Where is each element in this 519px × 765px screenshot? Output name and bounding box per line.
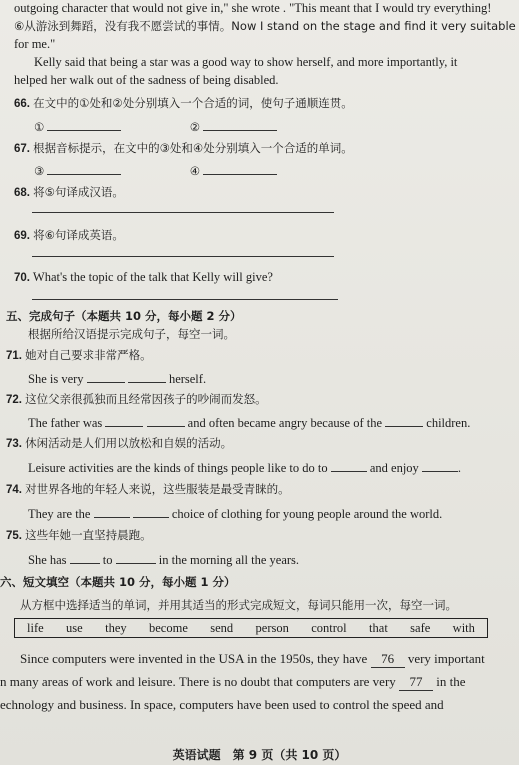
answer-line[interactable] — [32, 212, 334, 213]
sentence-part: . — [457, 461, 462, 475]
question-text: 休闲活动是人们用以放松和自娱的活动。 — [25, 436, 233, 450]
answer-blank[interactable] — [203, 118, 277, 131]
section-5-title: 五、完成句子（本题共 10 分，每小题 2 分） — [6, 309, 242, 323]
answer-blank[interactable] — [422, 459, 458, 472]
question-74 — [6, 481, 290, 498]
question-text: 这些年她一直坚持晨跑。 — [25, 528, 152, 542]
question-67-blanks — [34, 162, 277, 179]
passage-bottom-line-3: echnology and business. In space, computers have been used to control the speed and — [0, 697, 444, 712]
section-6-title: 六、短文填空（本题共 10 分，每小题 1 分） — [0, 575, 236, 589]
word-option: life — [27, 620, 44, 635]
passage-line-4: Kelly said that being a star was a good way to show herself, and more importantly, it — [34, 55, 458, 69]
word-option: with — [452, 620, 475, 635]
answer-line[interactable] — [32, 256, 334, 257]
question-75-sentence — [28, 551, 299, 568]
question-number: 71. — [6, 350, 22, 362]
question-text: 将⑥句译成英语。 — [33, 228, 124, 242]
blank-label: ① — [34, 120, 45, 134]
word-option: they — [105, 620, 127, 635]
sentence-part: very important — [407, 651, 485, 666]
answer-blank[interactable] — [47, 118, 121, 131]
question-number: 72. — [6, 394, 22, 406]
sentence-part: in the morning all the years. — [158, 553, 300, 567]
sentence-part: in the — [436, 674, 466, 689]
question-number: 67. — [14, 143, 30, 155]
passage-bottom-line-2 — [0, 674, 466, 691]
answer-blank[interactable] — [47, 162, 121, 175]
sentence-part: The father was — [28, 416, 103, 430]
answer-blank[interactable] — [128, 370, 166, 383]
question-text: 根据音标提示，在文中的③处和④处分别填入一个合适的单词。 — [33, 141, 353, 155]
sentence-part: n many areas of work and leisure. There is no doubt that computers are very — [0, 674, 396, 689]
question-73 — [6, 435, 232, 452]
section-6-instruction: 从方框中选择适当的单词，并用其适当的形式完成短文，每词只能用一次，每空一词。 — [20, 598, 457, 612]
answer-blank-77[interactable]: 77 — [399, 674, 433, 691]
question-66-blanks — [34, 118, 277, 135]
question-71 — [6, 347, 152, 364]
sentence-part: They are the — [28, 507, 91, 521]
passage-line-2 — [14, 18, 516, 34]
question-text: 这位父亲很孤独而且经常因孩子的吵闹而发怒。 — [25, 392, 267, 406]
passage-line-3: for me." — [14, 37, 56, 51]
word-option: send — [210, 620, 234, 635]
answer-blank[interactable] — [87, 370, 125, 383]
answer-blank[interactable] — [94, 505, 130, 518]
question-70 — [14, 269, 273, 286]
passage-bottom-line-1 — [20, 651, 485, 668]
sentence-part: children. — [426, 416, 471, 430]
question-text: 她对自己要求非常严格。 — [25, 348, 152, 362]
word-option: use — [66, 620, 83, 635]
sentence-part: to — [102, 553, 113, 567]
sentence-part: Since computers were invented in the USA in the 1950s, they have — [20, 651, 368, 666]
answer-blank[interactable] — [105, 414, 143, 427]
sentence-part: and enjoy — [369, 461, 419, 475]
question-text: 将⑤句译成汉语。 — [33, 185, 124, 199]
answer-blank[interactable] — [331, 459, 367, 472]
question-number: 73. — [6, 438, 22, 450]
sentence-part: herself. — [168, 372, 207, 386]
blank-label: ③ — [34, 164, 45, 178]
question-75 — [6, 527, 152, 544]
question-text: 在文中的①处和②处分别填入一个合适的词，使句子通顺连贯。 — [33, 96, 353, 110]
answer-blank[interactable] — [385, 414, 423, 427]
question-72 — [6, 391, 267, 408]
word-option: person — [255, 620, 289, 635]
question-67 — [14, 140, 353, 157]
section-5-instruction: 根据所给汉语提示完成句子，每空一词。 — [28, 327, 235, 341]
sentence-part: She is very — [28, 372, 84, 386]
question-number: 70. — [14, 272, 30, 284]
blank-label: ② — [189, 120, 200, 134]
question-number: 75. — [6, 530, 22, 542]
passage-line-1: outgoing character that would not give in," she wrote . "This meant that I would try everything! — [14, 1, 492, 15]
page-footer: 英语试题 第 9 页（共 10 页） — [172, 748, 347, 762]
question-text: What's the topic of the talk that Kelly will give? — [32, 270, 273, 284]
question-number: 69. — [14, 230, 30, 242]
question-number: 68. — [14, 187, 30, 199]
blank-label: ④ — [189, 164, 200, 178]
word-option: safe — [410, 620, 431, 635]
sentence-part: choice of clothing for young people around the world. — [171, 507, 443, 521]
word-option: control — [311, 620, 347, 635]
word-option: become — [149, 620, 188, 635]
answer-blank[interactable] — [116, 551, 156, 564]
word-option: that — [369, 620, 388, 635]
answer-line[interactable] — [32, 299, 338, 300]
question-66 — [14, 95, 353, 112]
question-number: 74. — [6, 484, 22, 496]
question-71-sentence — [28, 370, 206, 387]
passage-line-5: helped her walk out of the sadness of being disabled. — [14, 73, 279, 87]
question-number: 66. — [14, 98, 30, 110]
question-74-sentence — [28, 505, 442, 522]
answer-blank[interactable] — [147, 414, 185, 427]
passage-line-2-text: ⑥从游泳到舞蹈，没有我不愿尝试的事情。Now I stand on the stage and find it very suitable — [14, 19, 516, 33]
question-68 — [14, 184, 124, 201]
question-73-sentence — [28, 459, 461, 476]
answer-blank-76[interactable]: 76 — [371, 651, 405, 668]
sentence-part: Leisure activities are the kinds of things people like to do to — [28, 461, 328, 475]
question-69 — [14, 227, 124, 244]
answer-blank[interactable] — [133, 505, 169, 518]
question-text: 对世界各地的年轻人来说，这些服装是最受青睐的。 — [25, 482, 290, 496]
answer-blank[interactable] — [203, 162, 277, 175]
sentence-part: and often became angry because of the — [187, 416, 383, 430]
sentence-part: She has — [28, 553, 67, 567]
answer-blank[interactable] — [70, 551, 100, 564]
question-72-sentence — [28, 414, 470, 431]
word-box — [14, 618, 488, 638]
